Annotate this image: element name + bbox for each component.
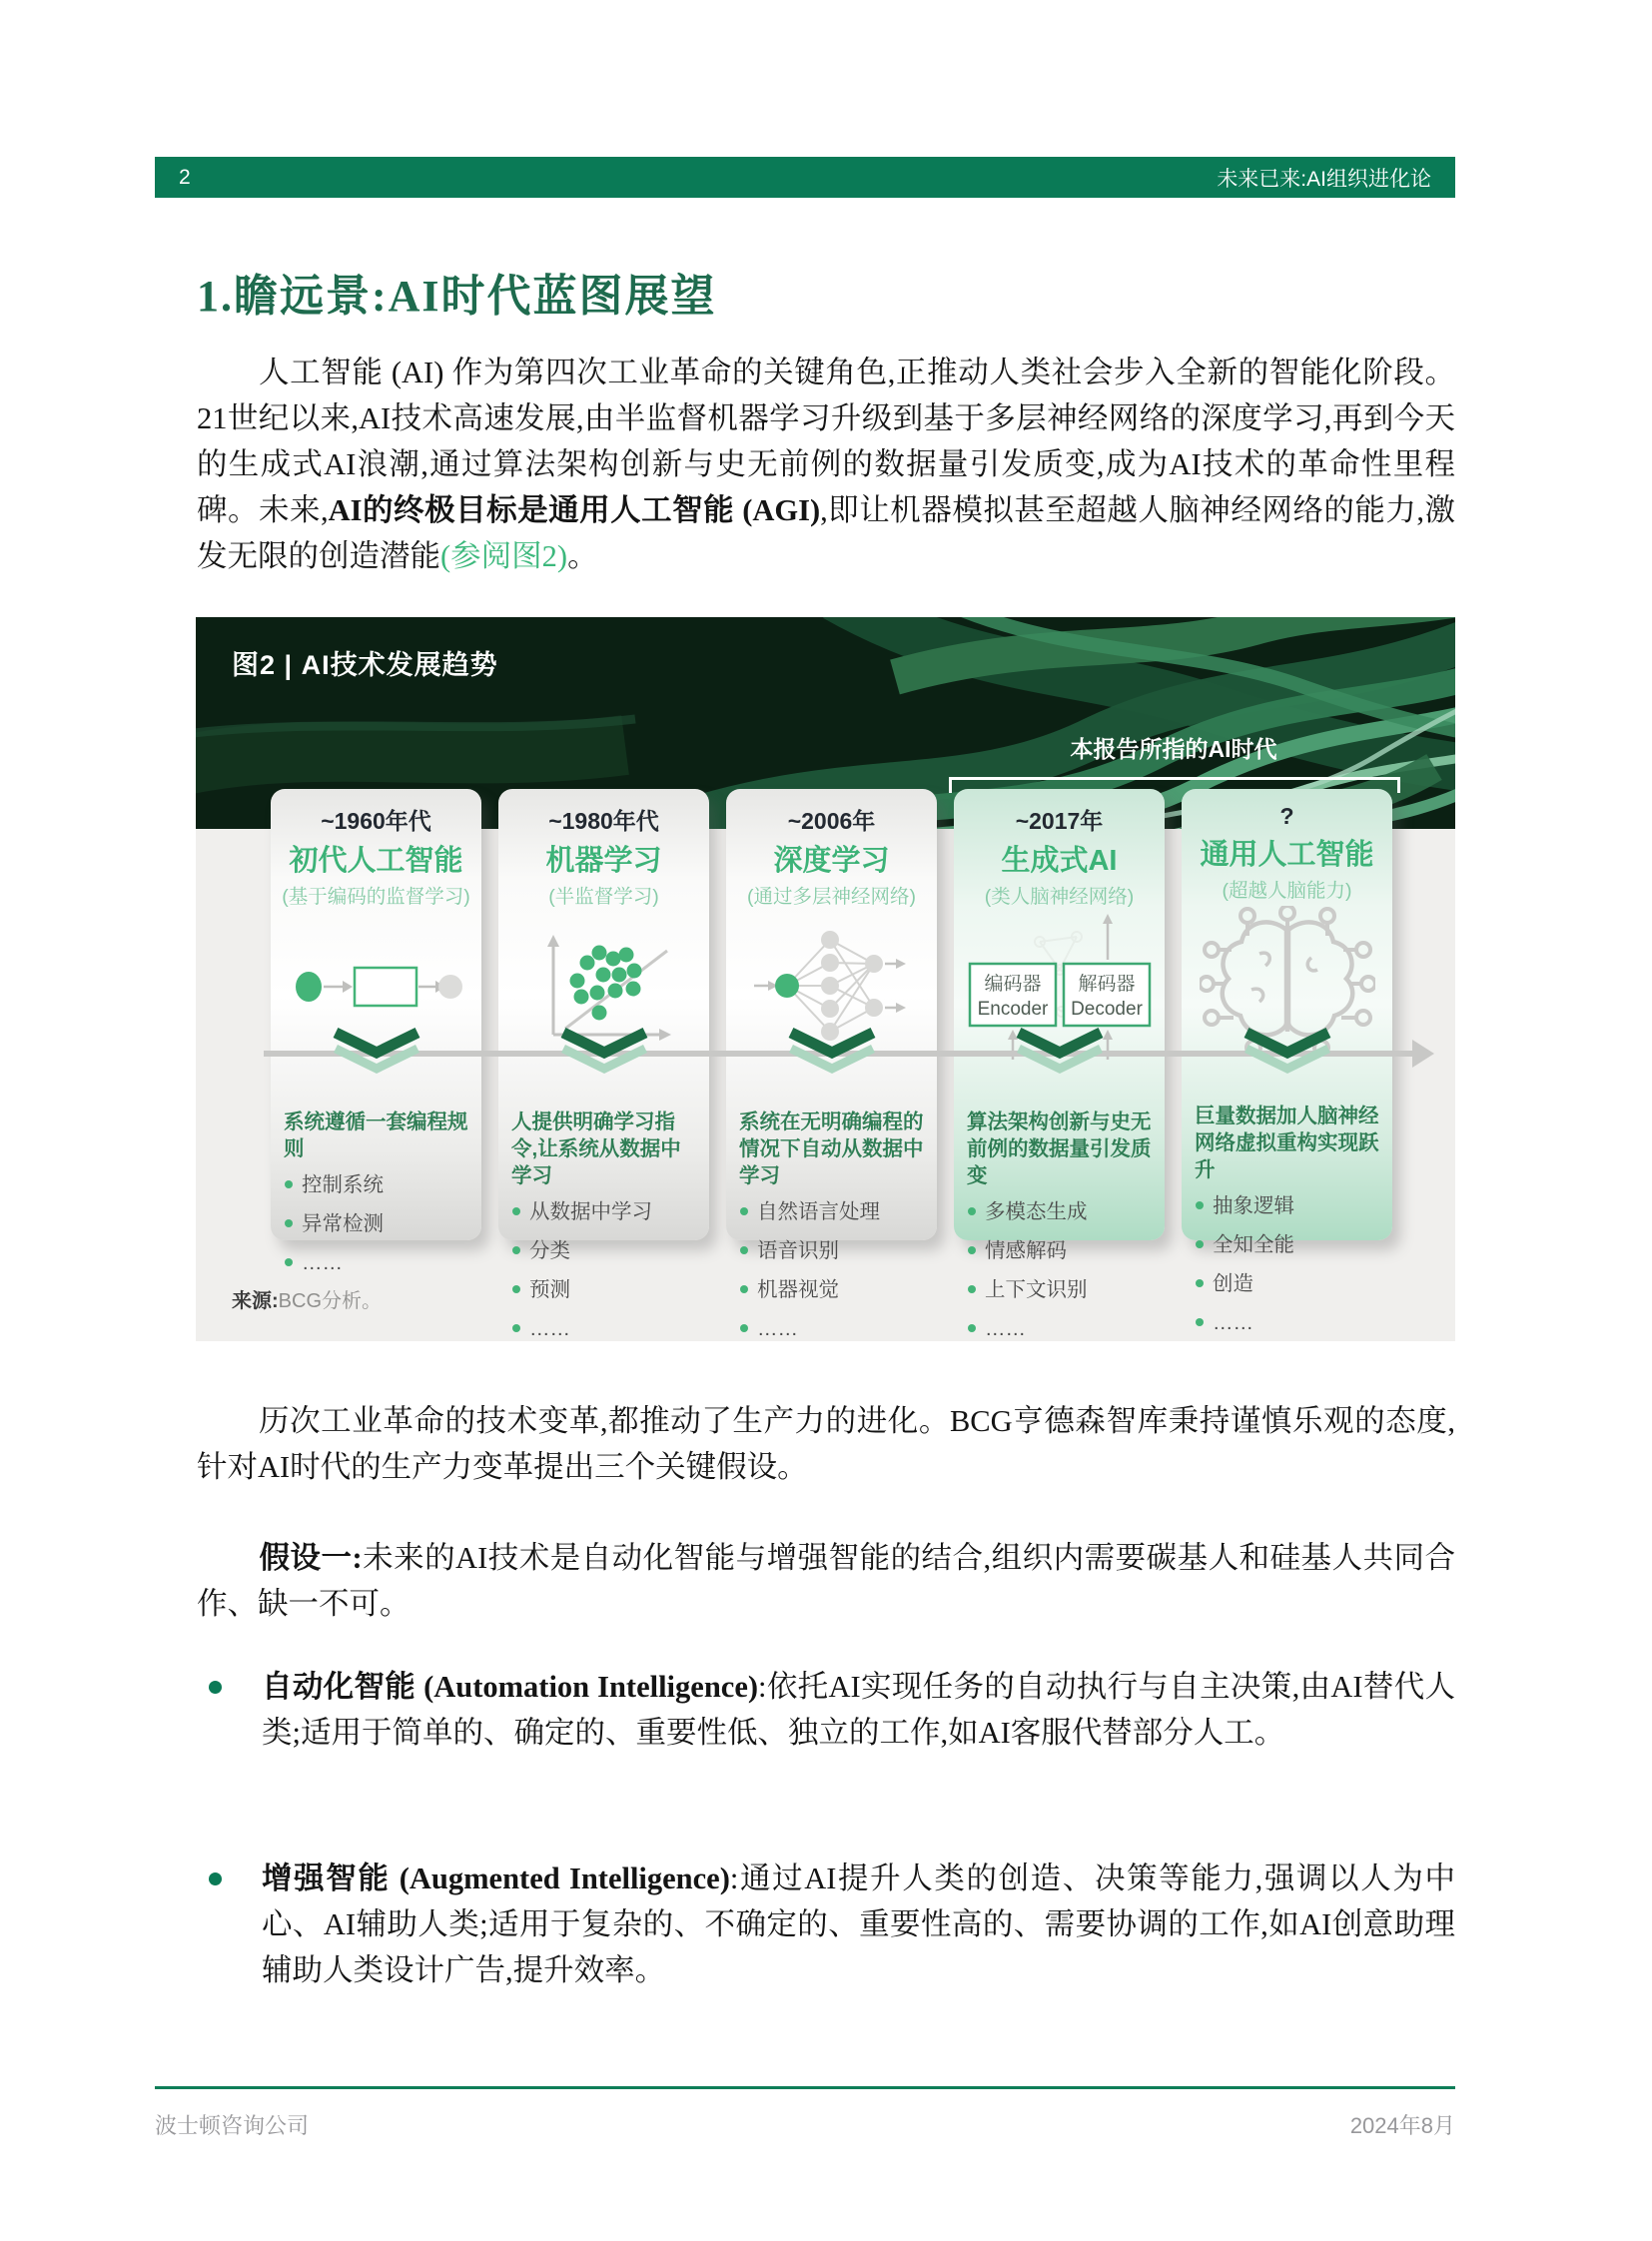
list-item: …… bbox=[968, 1316, 1155, 1341]
source-label: 来源: bbox=[232, 1290, 279, 1312]
page-number: 2 bbox=[179, 165, 191, 189]
card-description: 算法架构创新与史无前例的数据量引发质变 bbox=[967, 1111, 1152, 1187]
feature-list bbox=[954, 1199, 1165, 1341]
intro-text-3: 。 bbox=[567, 539, 598, 573]
bullet-text: :通过AI提升人类的创造、决策等能力,强调以人为中心、AI辅助人类;适用于复杂的、不确定的、重要性高的、需要协调的工作,如AI创意助理辅助人类设计广告,提升效率。 bbox=[262, 1862, 1456, 1987]
list-item: …… bbox=[1196, 1310, 1382, 1335]
card-year: ~2006年 bbox=[787, 808, 876, 834]
header-bar bbox=[155, 157, 1455, 198]
footer-date: 2024年8月 bbox=[1349, 2113, 1455, 2138]
list-item: 创造 bbox=[1196, 1271, 1382, 1296]
hypothesis-label: 假设一: bbox=[259, 1541, 363, 1575]
automation-intelligence-bullet bbox=[197, 1664, 1455, 1756]
card-subtitle: (超越人脑能力) bbox=[1222, 880, 1352, 902]
augmented-intelligence-bullet bbox=[197, 1856, 1455, 1993]
timeline-arrowhead bbox=[1412, 1040, 1434, 1068]
svg-text:解码器: 解码器 bbox=[1077, 974, 1136, 995]
list-item: 多模态生成 bbox=[968, 1199, 1155, 1224]
list-item: 机器视觉 bbox=[740, 1277, 927, 1302]
list-item: 抽象逻辑 bbox=[1196, 1193, 1382, 1218]
era-label: 本报告所指的AI时代 bbox=[1070, 736, 1277, 762]
timeline-card-agi bbox=[1182, 789, 1392, 1334]
list-item: …… bbox=[285, 1250, 471, 1275]
list-item: 情感解码 bbox=[968, 1238, 1155, 1263]
chevron-down-icon bbox=[328, 1025, 425, 1077]
card-subtitle: (类人脑神经网络) bbox=[984, 886, 1135, 908]
card-title: 初代人工智能 bbox=[289, 845, 463, 877]
source-text: BCG分析。 bbox=[278, 1290, 383, 1312]
intro-text-2: ,即让机器模拟甚至超越人脑神经网络的能力,激发无限的创造潜能 bbox=[197, 493, 1456, 573]
figure-reference-link[interactable]: (参阅图2) bbox=[440, 539, 568, 573]
card-subtitle: (半监督学习) bbox=[548, 886, 659, 908]
bullet-term: 自动化智能 (Automation Intelligence) bbox=[262, 1670, 759, 1704]
feature-list bbox=[271, 1172, 481, 1275]
card-description: 系统在无明确编程的情况下自动从数据中学习 bbox=[739, 1111, 924, 1187]
card-year: ~2017年 bbox=[1015, 808, 1104, 834]
hypothesis-one-paragraph bbox=[197, 1535, 1455, 1627]
hypothesis-text: 未来的AI技术是自动化智能与增强智能的结合,组织内需要碳基人和硅基人共同合作、缺一不可。 bbox=[197, 1541, 1455, 1621]
bullet-term: 增强智能 (Augmented Intelligence) bbox=[262, 1862, 730, 1895]
list-item: 语音识别 bbox=[740, 1238, 927, 1263]
era-bracket bbox=[949, 777, 1400, 793]
card-description: 巨量数据加人脑神经网络虚拟重构实现跃升 bbox=[1195, 1105, 1379, 1181]
list-item: 异常检测 bbox=[285, 1211, 471, 1236]
intro-bold-text: AI的终极目标是通用人工智能 (AGI) bbox=[328, 493, 821, 527]
section-title: 1.瞻远景:AI时代蓝图展望 bbox=[197, 272, 717, 321]
card-year: ? bbox=[1279, 803, 1294, 829]
feature-list bbox=[726, 1199, 937, 1341]
list-item: 上下文识别 bbox=[968, 1277, 1155, 1302]
intro-text: 人工智能 (AI) 作为第四次工业革命的关键角色,正推动人类社会步入全新的智能化阶段。21世纪以来,AI技术高速发展,由半监督机器学习升级到基于多层神经网络的深度学习,再到今天的生成式AI浪潮,通过算法架构创新与史无前例的数据量引发质变,成为AI技术的革命性里程碑。未来, bbox=[197, 356, 1455, 527]
footer-divider bbox=[155, 2086, 1455, 2089]
list-item: 控制系统 bbox=[285, 1172, 471, 1197]
chevron-down-icon bbox=[783, 1025, 881, 1077]
svg-text:Decoder: Decoder bbox=[1070, 999, 1143, 1020]
card-description: 系统遵循一套编程规则 bbox=[284, 1111, 468, 1160]
chevron-down-icon bbox=[1239, 1025, 1336, 1077]
feature-list bbox=[1182, 1193, 1392, 1335]
chevron-down-icon bbox=[555, 1025, 653, 1077]
list-item: 全知全能 bbox=[1196, 1232, 1382, 1257]
svg-text:Encoder: Encoder bbox=[977, 999, 1048, 1020]
paragraph-industrial-revolutions: 历次工业革命的技术变革,都推动了生产力的进化。BCG亨德森智库秉持谨慎乐观的态度,针对AI时代的生产力变革提出三个关键假设。 bbox=[197, 1404, 1455, 1484]
chevron-down-icon bbox=[1011, 1025, 1109, 1077]
card-title: 生成式AI bbox=[1001, 845, 1118, 877]
card-title: 机器学习 bbox=[545, 845, 662, 877]
card-year: ~1980年代 bbox=[548, 808, 659, 834]
list-item: 分类 bbox=[512, 1238, 699, 1263]
figure-2 bbox=[196, 617, 1455, 1341]
card-description: 人提供明确学习指令,让系统从数据中学习 bbox=[511, 1111, 681, 1187]
figure-source bbox=[232, 1284, 382, 1313]
bullet-dot-icon bbox=[209, 1872, 222, 1885]
list-item: …… bbox=[740, 1316, 927, 1341]
bullet-dot-icon bbox=[209, 1681, 222, 1694]
svg-text:编码器: 编码器 bbox=[983, 974, 1042, 995]
intro-paragraph bbox=[197, 350, 1455, 579]
card-title: 通用人工智能 bbox=[1200, 839, 1374, 871]
page-footer bbox=[155, 2109, 1455, 2140]
bullet-text: :依托AI实现任务的自动执行与自主决策,由AI替代人类;适用于简单的、确定的、重要性低、独立的工作,如AI客服代替部分人工。 bbox=[262, 1670, 1456, 1750]
card-subtitle: (通过多层神经网络) bbox=[747, 886, 916, 908]
card-title: 深度学习 bbox=[773, 845, 890, 877]
card-subtitle: (基于编码的监督学习) bbox=[282, 886, 470, 908]
list-item: …… bbox=[512, 1316, 699, 1341]
footer-company: 波士顿咨询公司 bbox=[155, 2113, 310, 2138]
card-year: ~1960年代 bbox=[321, 808, 431, 834]
header-title: 未来已来:AI组织进化论 bbox=[1217, 167, 1431, 191]
timeline-card-2006 bbox=[726, 789, 937, 1340]
timeline-card-1960s bbox=[271, 789, 481, 1274]
timeline-card-1980s bbox=[498, 789, 709, 1340]
list-item: 预测 bbox=[512, 1277, 699, 1302]
list-item: 从数据中学习 bbox=[512, 1199, 699, 1224]
list-item: 自然语言处理 bbox=[740, 1199, 927, 1224]
figure-title: 图2 | AI技术发展趋势 bbox=[232, 650, 498, 680]
feature-list bbox=[498, 1199, 709, 1341]
timeline-card-2017 bbox=[954, 789, 1165, 1340]
